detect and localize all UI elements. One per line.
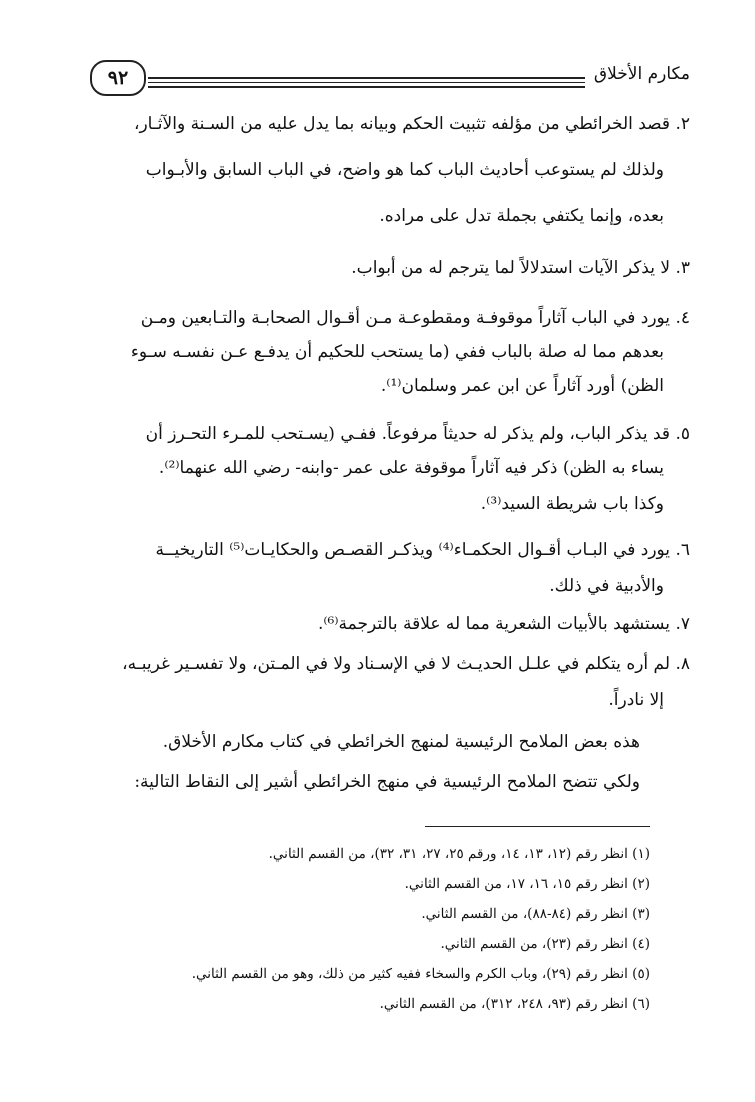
- footnote: (١) انظر رقم (١٢، ١٣، ١٤، ورقم ٢٥، ٢٧، ٣١، ٣٢)، من القسم الثاني.: [268, 846, 650, 862]
- footnote: (٢) انظر رقم ١٥، ١٦، ١٧، من القسم الثاني.: [404, 876, 650, 892]
- footnote-separator: [425, 826, 650, 827]
- text-line: ٥. قد يذكر الباب، ولم يذكر له حديثاً مرفوعاً. ففـي (يسـتحب للمـرء التحـرز أن: [145, 424, 690, 444]
- text-line: الظن) أورد آثاراً عن ابن عمر وسلمان⁽¹⁾.: [380, 376, 664, 396]
- text-line: يساء به الظن) ذكر فيه آثاراً موقوفة على عمر -وابنه- رضي الله عنهما⁽²⁾.: [158, 458, 664, 478]
- footnote: (٦) انظر رقم (٩٣، ٢٤٨، ٣١٢)، من القسم الثاني.: [379, 996, 650, 1012]
- text-line: بعدهم مما له صلة بالباب ففي (ما يستحب للحكيم أن يدفـع عـن نفسـه سـوء: [130, 342, 664, 362]
- text-line: ٧. يستشهد بالأبيات الشعرية مما له علاقة بالترجمة⁽⁶⁾.: [317, 614, 690, 634]
- text-line: والأدبية في ذلك.: [549, 576, 664, 596]
- text-line: ٤. يورد في الباب آثاراً موقوفـة ومقطوعـة مـن أقـوال الصحابـة والتـابعين ومـن: [140, 308, 690, 328]
- text-line: هذه بعض الملامح الرئيسية لمنهج الخرائطي في كتاب مكارم الأخلاق.: [162, 732, 640, 752]
- text-line: إلا نادراً.: [608, 690, 664, 710]
- text-line: بعده، وإنما يكتفي بجملة تدل على مراده.: [379, 206, 664, 226]
- text-line: ٦. يورد في البـاب أقـوال الحكمـاء⁽⁴⁾ ويذكـر القصـص والحكايـات⁽⁵⁾ التاريخيــة: [155, 540, 690, 560]
- text-line: ٣. لا يذكر الآيات استدلالاً لما يترجم له من أبواب.: [351, 258, 690, 278]
- footnote: (٤) انظر رقم (٢٣)، من القسم الثاني.: [440, 936, 650, 952]
- page-number: ٩٢: [90, 60, 146, 96]
- text-line: ٨. لم أره يتكلم في علـل الحديـث لا في الإسـناد ولا في المـتن، ولا تفسـير غريبـه،: [122, 654, 690, 674]
- footnote: (٥) انظر رقم (٢٩)، وباب الكرم والسخاء ففيه كثير من ذلك، وهو من القسم الثاني.: [191, 966, 650, 982]
- text-line: ٢. قصد الخرائطي من مؤلفه تثبيت الحكم وبيانه بما يدل عليه من السـنة والآثـار،: [133, 114, 690, 134]
- footnote: (٣) انظر رقم (٨٤-٨٨)، من القسم الثاني.: [421, 906, 650, 922]
- text-line: وكذا باب شريطة السيد⁽³⁾.: [480, 494, 664, 514]
- running-title: مكارم الأخلاق: [593, 64, 690, 84]
- text-line: ولكي تتضح الملامح الرئيسية في منهج الخرائطي أشير إلى النقاط التالية:: [134, 772, 640, 792]
- body-text: [70, 0, 690, 820]
- text-line: ولذلك لم يستوعب أحاديث الباب كما هو واضح، في الباب السابق والأبـواب: [145, 160, 664, 180]
